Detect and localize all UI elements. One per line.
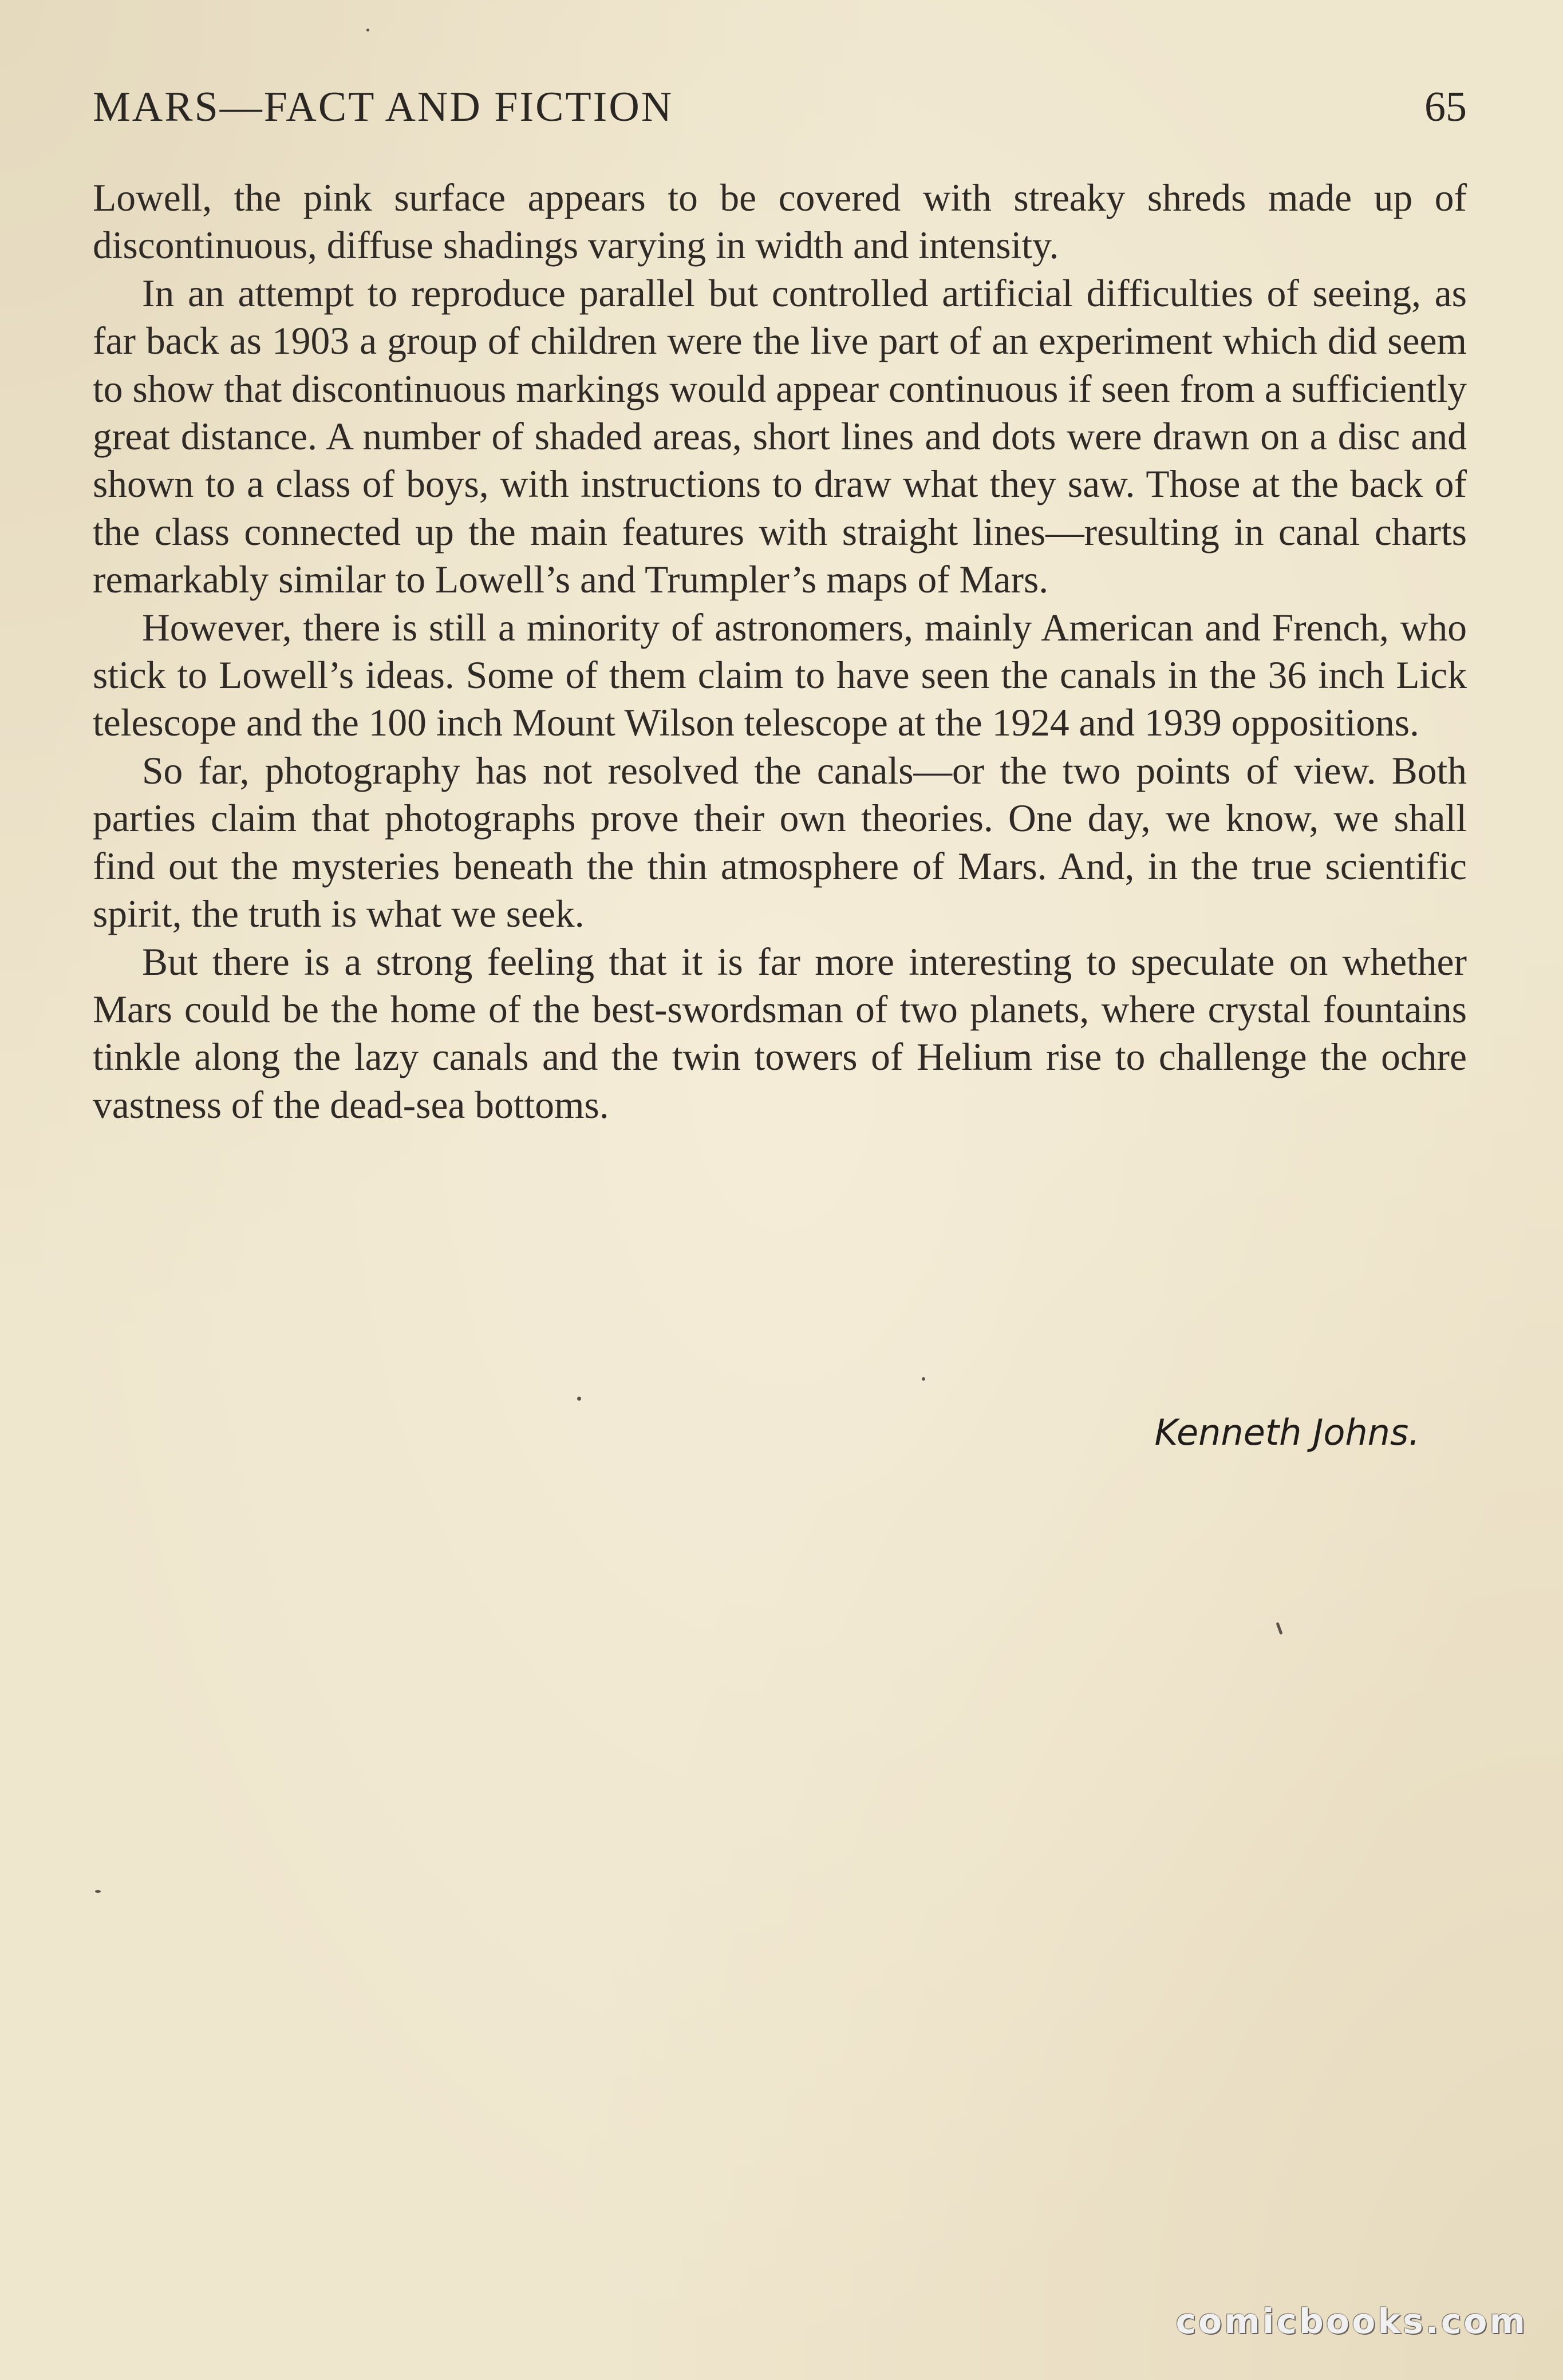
paper-speck [95,1890,101,1893]
paragraph-continued: Lowell, the pink surface appears to be covered with streaky shreds made up of discontinuous, diffuse shadings varying in width and intensity. [93,176,1467,267]
paragraph-experiment: In an attempt to reproduce parallel but controlled artificial difficulties of seeing, as far back as 1903 a group of children were the live part of an experiment which did seem to show that discontinuous markings would appear continuous if seen from a sufficiently great distance. A number of shaded areas, short lines and dots were drawn on a disc and shown to a class of boys, with instructions to draw what they saw. Those at the back of the class connected up the main features with straight lines—resulting in canal charts remarkably similar to Lowell’s and Trumpler’s maps of Mars. [93,271,1467,602]
paper-speck [1276,1622,1282,1635]
paper-speck [366,29,369,31]
running-head [93,76,1467,139]
paper-speck [922,1377,925,1381]
author-signature: Kenneth Johns. [1154,1412,1420,1453]
running-title: MARS—FACT AND FICTION [93,84,674,131]
site-watermark: comicbooks.com [1175,2302,1528,2342]
paragraph-minority-view: However, there is still a minority of astronomers, mainly American and French, who stick to Lowell’s ideas. Some of them claim to have seen the canals in the 36 inch Lick telescope and the 100 inch Mount Wilson telescope at the 1924 and 1939 oppositions. [93,606,1467,745]
paragraph-photography: So far, photography has not resolved the canals—or the two points of view. Both parties claim that photographs prove their own theories. One day, we know, we shall find out the mysteries beneath the thin atmosphere of Mars. And, in the true scientific spirit, the truth is what we seek. [93,749,1467,936]
article-body [93,174,1467,1129]
page-number: 65 [1424,84,1467,131]
paper-speck [577,1397,581,1401]
paragraph-speculation: But there is a strong feeling that it is far more interesting to speculate on whether Mars could be the home of the best-swordsman of two planets, where crystal fountains tinkle along the lazy canals and the twin towers of Helium rise to challenge the ochre vastness of the dead-sea bottoms. [93,940,1467,1126]
